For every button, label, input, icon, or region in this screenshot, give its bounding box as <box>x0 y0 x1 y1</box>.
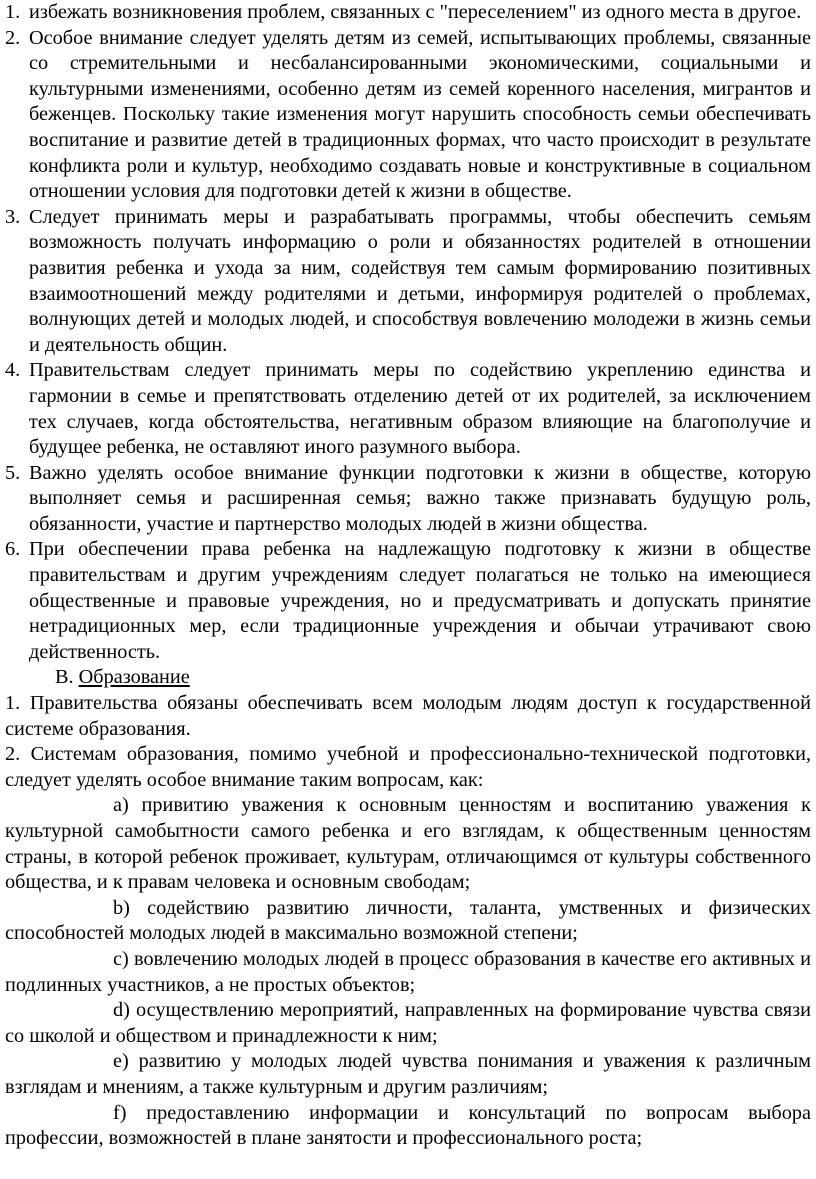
paragraph: 1. Правительства обязаны обеспечивать всем молодым людям доступ к государственной системе образования. <box>5 692 811 740</box>
list-item-number: 6. <box>5 538 21 561</box>
list-item-text: Особое внимание следует уделять детям из семей, испытывающих проблемы, связанные со стремительными и несбалансированными экономическими, социальными и культурными изменениями, особенно детям из семей коренного населения, мигрантов и беженцев. Поскольку такие изменения могут нарушить способность семьи обеспечивать воспитание и развитие детей в традиционных формах, что часто происходит в результате конфликта роли и культур, необходимо создавать новые и конструктивные в социальном отношении условия для подготовки детей к жизни в обществе. <box>29 26 811 203</box>
section-heading <box>5 665 811 691</box>
list-item <box>5 26 811 205</box>
list-item <box>5 358 811 460</box>
list-item <box>5 0 811 26</box>
list-item <box>5 205 811 359</box>
sub-list-item: b) содействию развитию личности, таланта, умственных и физических способностей молодых людей в максимально возможной степени; <box>5 896 811 945</box>
sub-list-item: c) вовлечению молодых людей в процесс образования в качестве его активных и подлинных участников, а не простых объектов; <box>5 947 811 996</box>
sub-list-item: f) предоставлению информации и консультаций по вопросам выбора профессии, возможностей в плане занятости и профессионального роста; <box>5 1101 811 1150</box>
list-item-number: 1. <box>5 1 21 23</box>
sub-list-item: a) привитию уважения к основным ценностям и воспитанию уважения к культурной самобытности самого ребенка и его взглядам, к общественным ценностям страны, в которой ребенок проживает, культурам, отличающимся от культуры собственного общества, и к правам человека и основным свободам; <box>5 794 811 894</box>
paragraph: 2. Системам образования, помимо учебной и профессионально-технической подготовки, следует уделять особое внимание таким вопросам, как: <box>5 743 811 791</box>
list-item-text: При обеспечении права ребенка на надлежащую подготовку к жизни в обществе правительствам и другим учреждениям следует полагаться не только на имеющиеся общественные и правовые учреждения, но и предусматривать и допускать принятие нетрадиционных мер, если традиционные учреждения и обычаи утрачивают свою действенность. <box>29 538 811 663</box>
sub-list-item: d) осуществлению мероприятий, направленных на формирование чувства связи со школой и обществом и принадлежности к ним; <box>5 999 811 1047</box>
section-title: Образование <box>78 666 190 689</box>
list-item-text: Правительствам следует принимать меры по содействию укреплению единства и гармонии в семье и препятствовать отделению детей от их родителей, за исключением тех случаев, когда обстоятельства, негативным образом влияющие на благополучие и будущее ребенка, не оставляют иного разумного выбора. <box>29 359 811 459</box>
list-item <box>5 461 811 538</box>
list-item-text: Следует принимать меры и разрабатывать программы, чтобы обеспечить семьям возможность получать информацию о роли и обязанностях родителей в отношении развития ребенка и ухода за ним, содействуя тем самым формированию позитивных взаимоотношений между родителями и детьми, информируя родителей о проблемах, волнующих детей и молодых людей, и способствуя вовлечению молодежи в жизнь семьи и деятельность общин. <box>29 205 811 356</box>
sub-list-item: e) развитию у молодых людей чувства понимания и уважения к различным взглядам и мнениям, а также культурным и другим различиям; <box>5 1050 811 1098</box>
list-item-number: 5. <box>5 461 21 484</box>
list-item-text: избежать возникновения проблем, связанных с "переселением" из одного места в другое. <box>29 1 802 23</box>
list-item-text: Важно уделять особое внимание функции подготовки к жизни в обществе, которую выполняет семья и расширенная семья; важно также признавать будущую роль, обязанности, участие и партнерство молодых людей в жизни общества. <box>29 461 811 535</box>
list-item-number: 3. <box>5 205 21 228</box>
list-item-number: 2. <box>5 26 21 49</box>
section-letter: B. <box>55 666 74 689</box>
list-item-number: 4. <box>5 359 21 382</box>
numbered-list <box>5 0 811 665</box>
list-item <box>5 537 811 665</box>
